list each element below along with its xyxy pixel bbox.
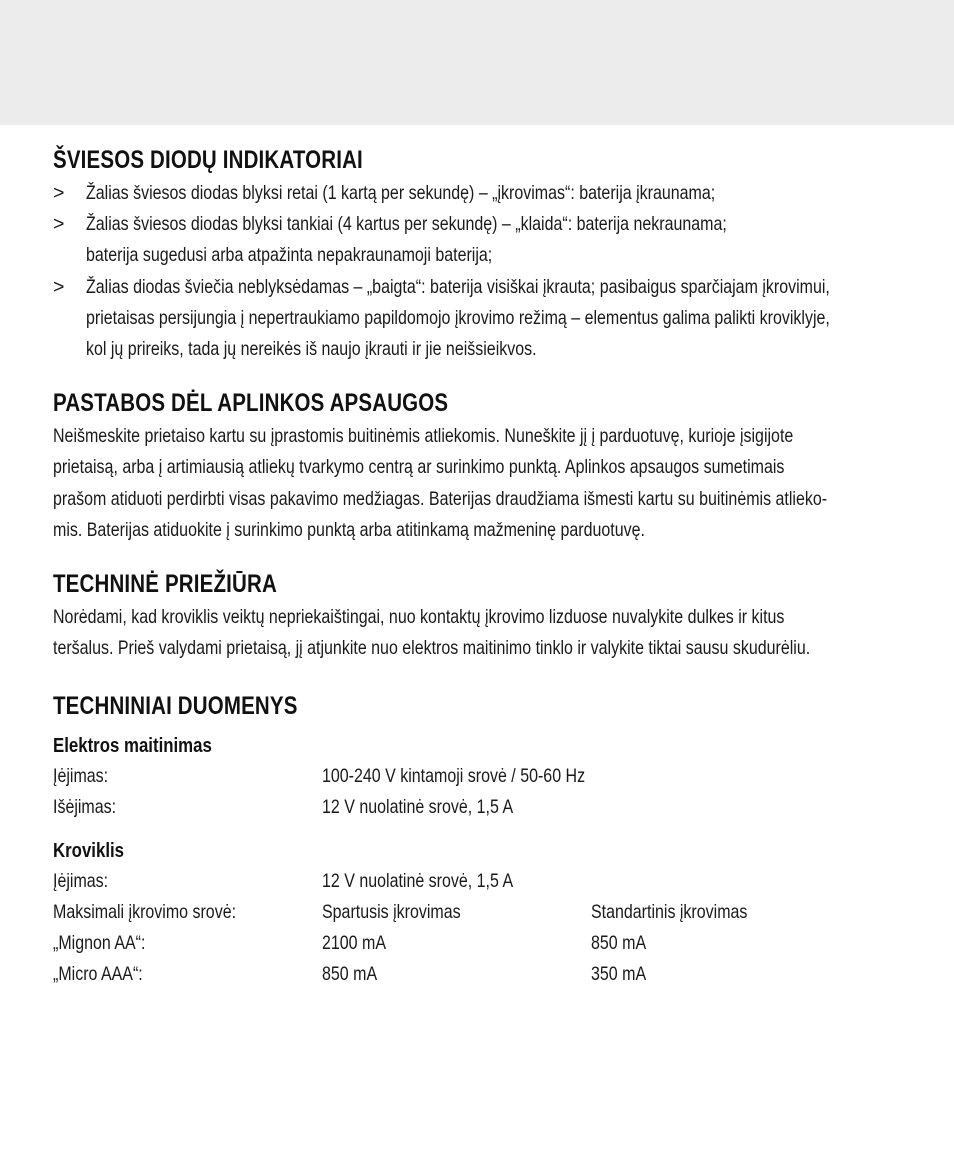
bullet-marker: > <box>53 182 65 204</box>
list-item-text: Žalias diodas šviečia neblyksėdamas – „baigta“: baterija visiškai įkrauta; pasibaigus sparčiajam įkrovimui, <box>86 275 830 298</box>
spec-value-secondary: 850 mA <box>591 932 647 954</box>
section-heading-environment: PASTABOS DĖL APLINKOS APSAUGOS <box>53 389 449 418</box>
paragraph-line: prietaisą, arba į artimiausią atliekų tvarkymo centrą ar surinkimo punktą. Aplinkos apsaugos sumetimais <box>53 456 785 479</box>
spec-label: Įėjimas: <box>53 869 109 892</box>
spec-value: 2100 mA <box>322 932 387 954</box>
spec-label: Įėjimas: <box>53 765 109 788</box>
list-item <box>53 272 903 303</box>
list-item <box>53 209 903 240</box>
paragraph-line: mis. Baterijas atiduokite į surinkimo punktą arba atitinkamą mažmeninę parduotuvę. <box>53 518 645 541</box>
paragraph-line: prašom atiduoti perdirbti visas pakavimo medžiagas. Baterijas draudžiama išmesti kartu su buitinėmis atlieko- <box>53 487 828 510</box>
spec-label: Išėjimas: <box>53 796 117 819</box>
spec-value: Spartusis įkrovimas <box>322 900 461 923</box>
spec-label: „Mignon AA“: <box>53 932 146 954</box>
spec-label: „Micro AAA“: <box>53 963 143 986</box>
table-row <box>53 792 903 823</box>
table-row <box>53 761 903 792</box>
paragraph-line: Norėdami, kad kroviklis veiktų nepriekaištingai, nuo kontaktų įkrovimo lizduose nuvalykite dulkes ir kitus <box>53 605 785 628</box>
list-item-text: Žalias šviesos diodas blyksi tankiai (4 kartus per sekundę) – „klaida“: baterija nekraunama; <box>86 213 727 236</box>
spec-label: Maksimali įkrovimo srovė: <box>53 900 237 923</box>
spec-value: 850 mA <box>322 963 378 986</box>
bullet-marker: > <box>53 275 65 298</box>
bullet-marker: > <box>53 213 65 236</box>
spec-value: 12 V nuolatinė srovė, 1,5 A <box>322 796 514 819</box>
table-row <box>53 897 903 928</box>
paragraph-line: Neišmeskite prietaiso kartu su įprastomis buitinėmis atliekomis. Nuneškite jį į parduotuvę, kurioje įsigijote <box>53 425 794 448</box>
table-row <box>53 928 903 959</box>
table-row <box>53 866 903 897</box>
paragraph-line: teršalus. Prieš valydami prietaisą, jį atjunkite nuo elektros maitinimo tinklo ir valykite tiktai sausu skudurėliu. <box>53 637 811 660</box>
spec-value-secondary: Standartinis įkrovimas <box>591 900 748 923</box>
spec-value-secondary: 350 mA <box>591 963 647 986</box>
list-item-continuation <box>53 240 903 271</box>
page-header-band <box>0 0 954 125</box>
section-heading-led: ŠVIESOS DIODŲ INDIKATORIAI <box>53 146 363 174</box>
section-heading-maintenance: TECHNINĖ PRIEŽIŪRA <box>53 569 277 598</box>
list-item-continuation <box>53 303 903 334</box>
subsection-heading-power: Elektros maitinimas <box>53 734 212 758</box>
list-item <box>53 178 903 209</box>
table-row <box>53 959 903 990</box>
list-item-text: Žalias šviesos diodas blyksi retai (1 kartą per sekundę) – „įkrovimas“: baterija įkraunama; <box>86 182 716 204</box>
spec-value: 12 V nuolatinė srovė, 1,5 A <box>322 869 514 892</box>
document-body <box>53 142 903 990</box>
list-item-text: kol jų prireiks, tada jų nereikės iš naujo įkrauti ir jie neišsieikvos. <box>86 337 537 360</box>
subsection-heading-charger: Kroviklis <box>53 838 125 862</box>
list-item-text: baterija sugedusi arba atpažinta nepakraunamoji baterija; <box>86 244 493 267</box>
list-item-continuation <box>53 334 903 365</box>
spec-value: 100-240 V kintamoji srovė / 50-60 Hz <box>322 765 586 788</box>
section-heading-specs: TECHNINIAI DUOMENYS <box>53 692 298 721</box>
list-item-text: prietaisas persijungia į nepertraukiamo papildomojo įkrovimo režimą – elementus galima palikti kroviklyje, <box>86 306 830 329</box>
